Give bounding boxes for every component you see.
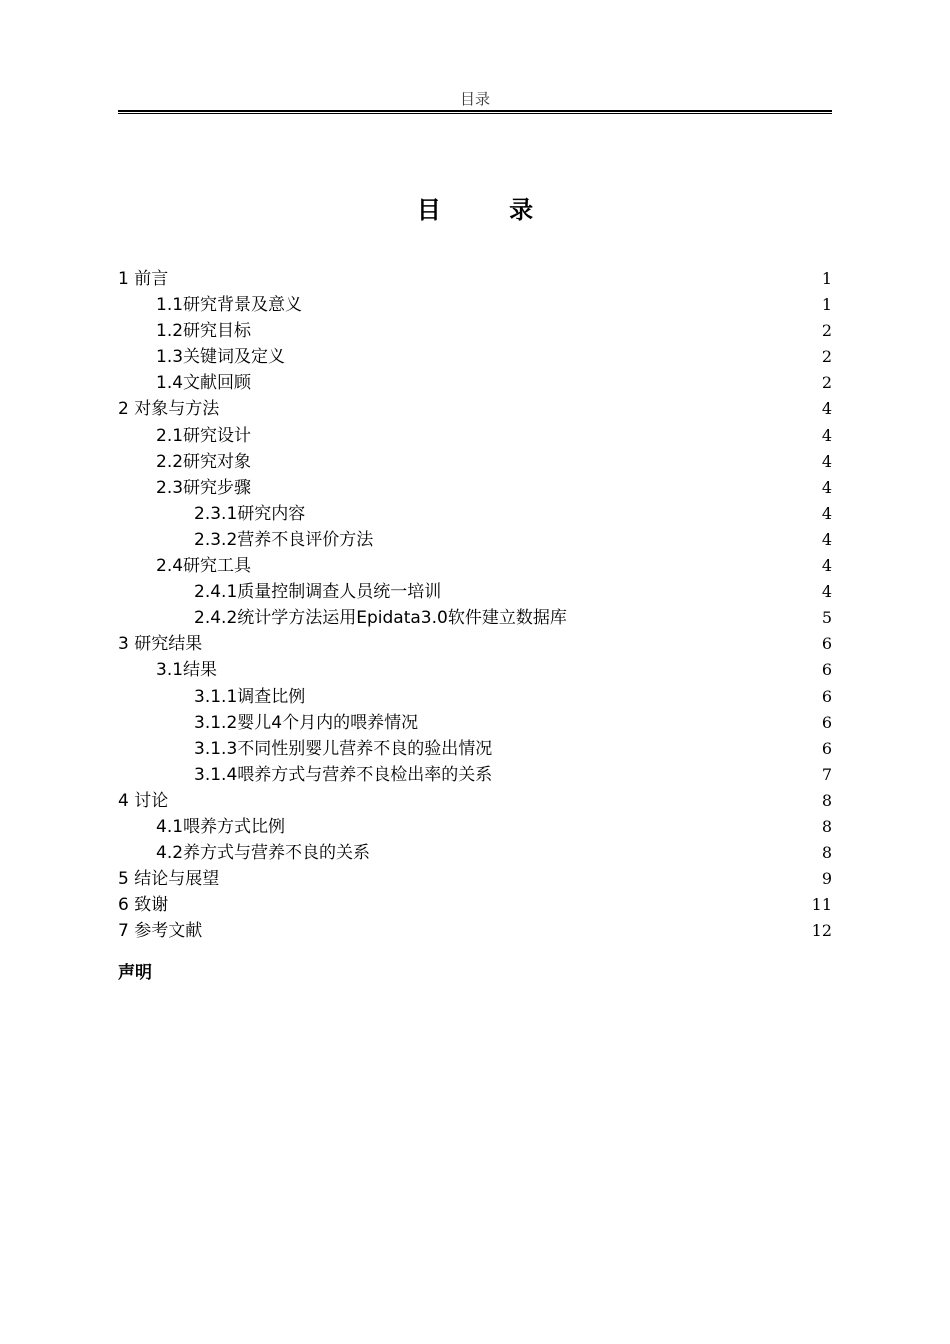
toc-list: [118, 266, 832, 944]
toc-entry-label: 3 研究结果: [118, 634, 203, 655]
toc-entry-page-number: 4: [821, 556, 832, 576]
toc-entry[interactable]: [118, 318, 832, 344]
toc-entry-label: 4.1喂养方式比例: [156, 816, 286, 837]
toc-entry-page-number: 6: [821, 738, 832, 758]
toc-entry[interactable]: [118, 370, 832, 396]
toc-entry-label: 3.1.2婴儿4个月内的喂养情况: [194, 712, 419, 733]
toc-entry-label: 3.1.3不同性别婴儿营养不良的验出情况: [194, 738, 493, 759]
toc-entry-label: 2.3.1研究内容: [194, 503, 306, 524]
toc-entry-label: 2.1研究设计: [156, 425, 252, 446]
toc-entry[interactable]: [118, 631, 832, 657]
toc-entry[interactable]: [118, 292, 832, 318]
toc-entry-label: 1 前言: [118, 269, 169, 289]
toc-entry[interactable]: [118, 840, 832, 866]
toc-entry[interactable]: [118, 344, 832, 370]
toc-entry[interactable]: [118, 710, 832, 736]
toc-entry-page-number: 4: [821, 477, 832, 497]
toc-entry-label: 6 致谢: [118, 895, 169, 916]
toc-entry[interactable]: [118, 866, 832, 892]
toc-entry[interactable]: [118, 579, 832, 605]
running-header: 目录: [459, 90, 490, 108]
toc-entry-page-number: 6: [821, 660, 832, 680]
toc-entry[interactable]: [118, 918, 832, 944]
toc-entry-page-number: 2: [821, 373, 832, 393]
toc-entry[interactable]: [118, 423, 832, 449]
toc-entry-page-number: 1: [821, 295, 832, 315]
toc-entry-page-number: 4: [821, 451, 832, 471]
toc-entry[interactable]: [118, 736, 832, 762]
toc-entry-label: 4 讨论: [118, 790, 169, 811]
toc-entry-label: 3.1结果: [156, 660, 218, 681]
toc-entry-page-number: 8: [821, 816, 832, 836]
toc-entry[interactable]: [118, 814, 832, 840]
toc-entry-page-number: 4: [821, 399, 832, 419]
toc-entry-page-number: 1: [821, 269, 832, 288]
toc-entry[interactable]: [118, 762, 832, 788]
toc-entry-page-number: 11: [811, 895, 832, 915]
toc-title: 目 录: [416, 196, 564, 224]
toc-entry-label: 2.4研究工具: [156, 556, 252, 577]
toc-entry-label: 1.4文献回顾: [156, 373, 252, 394]
toc-entry-page-number: 12: [811, 921, 832, 941]
toc-entry-page-number: 6: [821, 686, 832, 706]
toc-entry-page-number: 6: [821, 634, 832, 654]
toc-entry[interactable]: [118, 396, 832, 422]
toc-entry-page-number: 2: [821, 321, 832, 341]
toc-entry-page-number: 6: [821, 712, 832, 732]
toc-entry-label: 5 结论与展望: [118, 869, 220, 890]
toc-entry-label: 2.2研究对象: [156, 451, 252, 472]
toc-entry-label: 4.2养方式与营养不良的关系: [156, 843, 371, 864]
toc-entry-page-number: 7: [821, 764, 832, 784]
toc-entry-label: 2 对象与方法: [118, 399, 220, 420]
toc-entry[interactable]: [118, 501, 832, 527]
toc-entry-page-number: 8: [821, 843, 832, 863]
toc-entry-page-number: 4: [821, 582, 832, 602]
toc-entry-page-number: 8: [821, 790, 832, 810]
toc-entry[interactable]: [118, 788, 832, 814]
toc-entry[interactable]: [118, 527, 832, 553]
toc-entry-page-number: 4: [821, 529, 832, 549]
toc-entry-page-number: 5: [821, 608, 832, 628]
toc-entry-label: 2.3.2营养不良评价方法: [194, 529, 374, 550]
toc-entry-label: 3.1.1调查比例: [194, 686, 306, 707]
toc-entry[interactable]: [118, 684, 832, 710]
toc-entry-label: 2.4.1质量控制调查人员统一培训: [194, 582, 442, 603]
toc-entry-label: 7 参考文献: [118, 921, 203, 942]
toc-entry[interactable]: [118, 892, 832, 918]
toc-entry[interactable]: [118, 266, 832, 292]
toc-entry-label: 1.3关键词及定义: [156, 347, 286, 368]
toc-entry-page-number: 4: [821, 425, 832, 445]
toc-entry-label: 2.3研究步骤: [156, 477, 252, 498]
toc-entry[interactable]: [118, 553, 832, 579]
toc-entry-page-number: 2: [821, 347, 832, 367]
toc-entry-label: 3.1.4喂养方式与营养不良检出率的关系: [194, 764, 493, 785]
toc-entry[interactable]: [118, 657, 832, 683]
toc-entry[interactable]: [118, 605, 832, 631]
toc-entry-label: 1.2研究目标: [156, 321, 252, 342]
toc-entry[interactable]: [118, 475, 832, 501]
toc-statement-entry[interactable]: 声明: [118, 963, 152, 983]
header-rule: [118, 110, 832, 114]
toc-entry[interactable]: [118, 449, 832, 475]
toc-entry-page-number: 4: [821, 503, 832, 523]
toc-entry-label: 2.4.2统计学方法运用Epidata3.0软件建立数据库: [194, 608, 567, 629]
toc-entry-page-number: 9: [821, 869, 832, 889]
toc-entry-label: 1.1研究背景及意义: [156, 295, 303, 316]
